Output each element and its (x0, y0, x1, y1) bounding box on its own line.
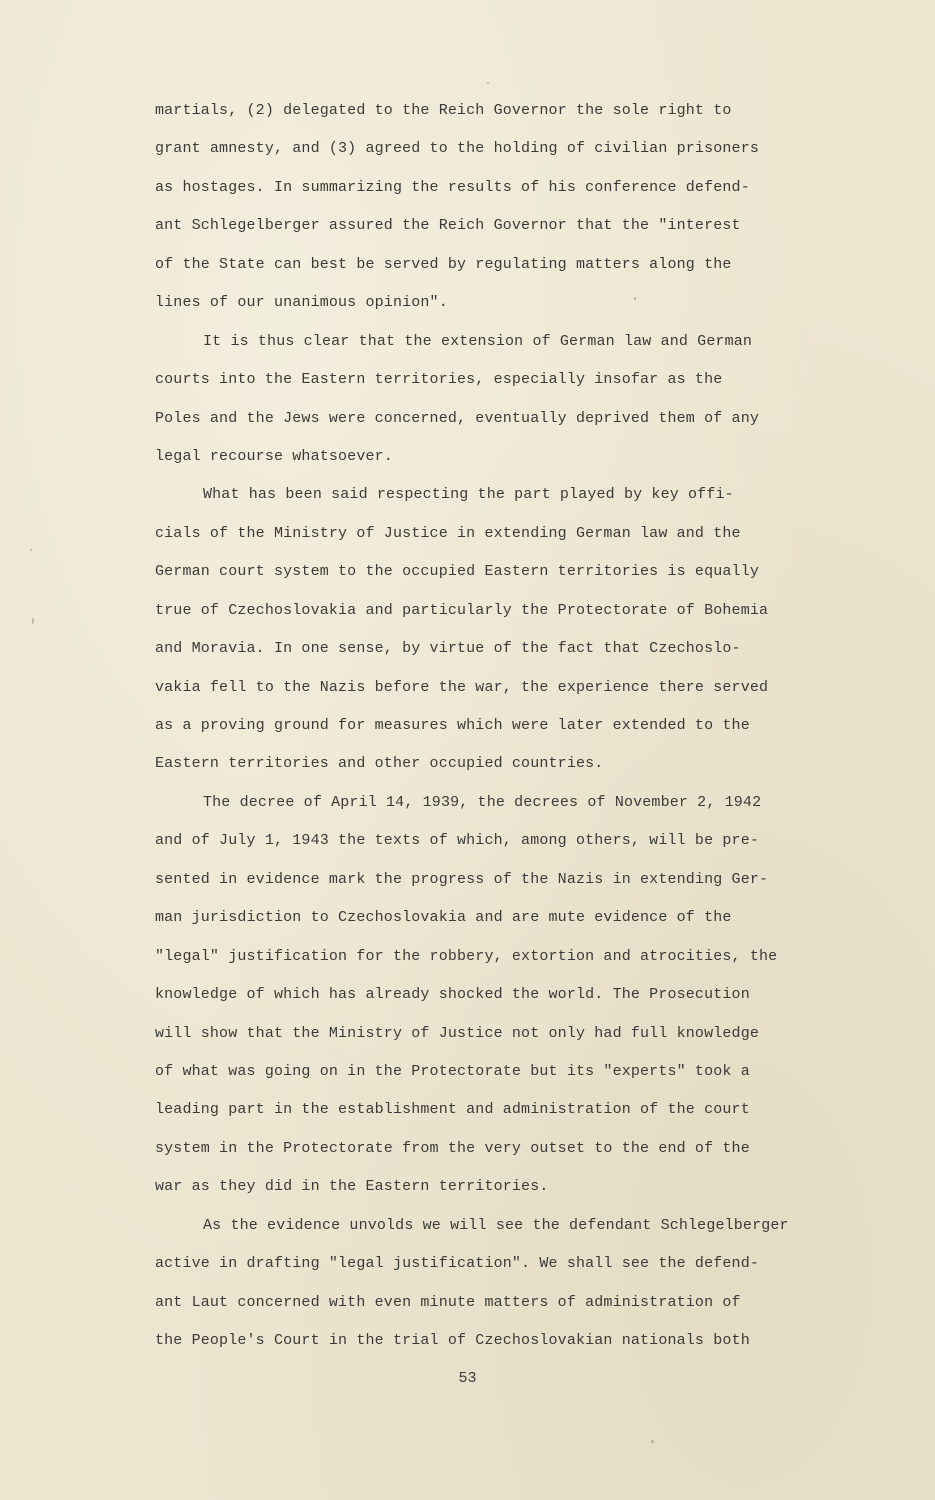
text-line: vakia fell to the Nazis before the war, the experience there served (155, 678, 769, 696)
text-line: courts into the Eastern territories, especially insofar as the (155, 371, 723, 389)
text-line: will show that the Ministry of Justice not only had full knowledge (155, 1024, 759, 1042)
text-line: man jurisdiction to Czechoslovakia and are mute evidence of the (155, 909, 732, 927)
text-line: the People's Court in the trial of Czechoslovakian nationals both (155, 1332, 750, 1349)
text-line: It is thus clear that the extension of German law and German (203, 332, 753, 350)
text-line: knowledge of which has already shocked the world. The Prosecution (155, 986, 750, 1004)
text-line: of what was going on in the Protectorate but its "experts" took a (155, 1062, 750, 1080)
text-line: grant amnesty, and (3) agreed to the holding of civilian prisoners (155, 140, 759, 158)
text-line: as hostages. In summarizing the results of his conference defend- (155, 178, 750, 196)
text-line: active in drafting "legal justification". We shall see the defend- (155, 1255, 759, 1273)
text-line: German court system to the occupied Eastern territories is equally (155, 563, 759, 581)
text-line: Poles and the Jews were concerned, eventually deprived them of any (155, 409, 759, 427)
text-line: sented in evidence mark the progress of the Nazis in extending Ger- (155, 870, 769, 888)
text-line: ant Laut concerned with even minute matters of administration of (155, 1293, 741, 1311)
paper-speck (651, 1440, 654, 1443)
text-line: Eastern territories and other occupied countries. (155, 755, 604, 773)
text-line: and of July 1, 1943 the texts of which, among others, will be pre- (155, 832, 759, 850)
paper-speck (32, 618, 34, 624)
paper-speck (30, 549, 32, 551)
paper-speck (487, 82, 489, 84)
paragraph (155, 96, 815, 327)
text-line: leading part in the establishment and administration of the court (155, 1101, 750, 1119)
paragraph (155, 1211, 815, 1365)
paragraph (155, 788, 815, 1211)
text-line: lines of our unanimous opinion". (155, 294, 448, 312)
text-line: of the State can best be served by regulating matters along the (155, 255, 732, 273)
text-line: true of Czechoslovakia and particularly the Protectorate of Bohemia (155, 601, 769, 619)
text-line: martials, (2) delegated to the Reich Governor the sole right to (155, 102, 732, 119)
page-number: 53 (458, 1370, 477, 1387)
text-line: cials of the Ministry of Justice in extending German law and the (155, 524, 741, 542)
text-line: As the evidence unvolds we will see the defendant Schlegelberger (203, 1216, 789, 1234)
text-line: "legal" justification for the robbery, extortion and atrocities, the (155, 947, 778, 965)
text-line: What has been said respecting the part played by key offi- (203, 486, 734, 504)
text-line: and Moravia. In one sense, by virtue of the fact that Czechoslo- (155, 640, 741, 658)
text-line: ant Schlegelberger assured the Reich Governor that the "interest (155, 217, 741, 235)
text-line: The decree of April 14, 1939, the decrees of November 2, 1942 (203, 793, 762, 811)
text-line: war as they did in the Eastern territories. (155, 1178, 549, 1196)
text-line: legal recourse whatsoever. (155, 447, 393, 465)
text-line: system in the Protectorate from the very outset to the end of the (155, 1139, 750, 1157)
paragraph (155, 480, 815, 788)
text-line: as a proving ground for measures which were later extended to the (155, 717, 750, 734)
paper-speck (634, 297, 636, 300)
paragraph (155, 327, 815, 481)
body-text (155, 96, 815, 1364)
